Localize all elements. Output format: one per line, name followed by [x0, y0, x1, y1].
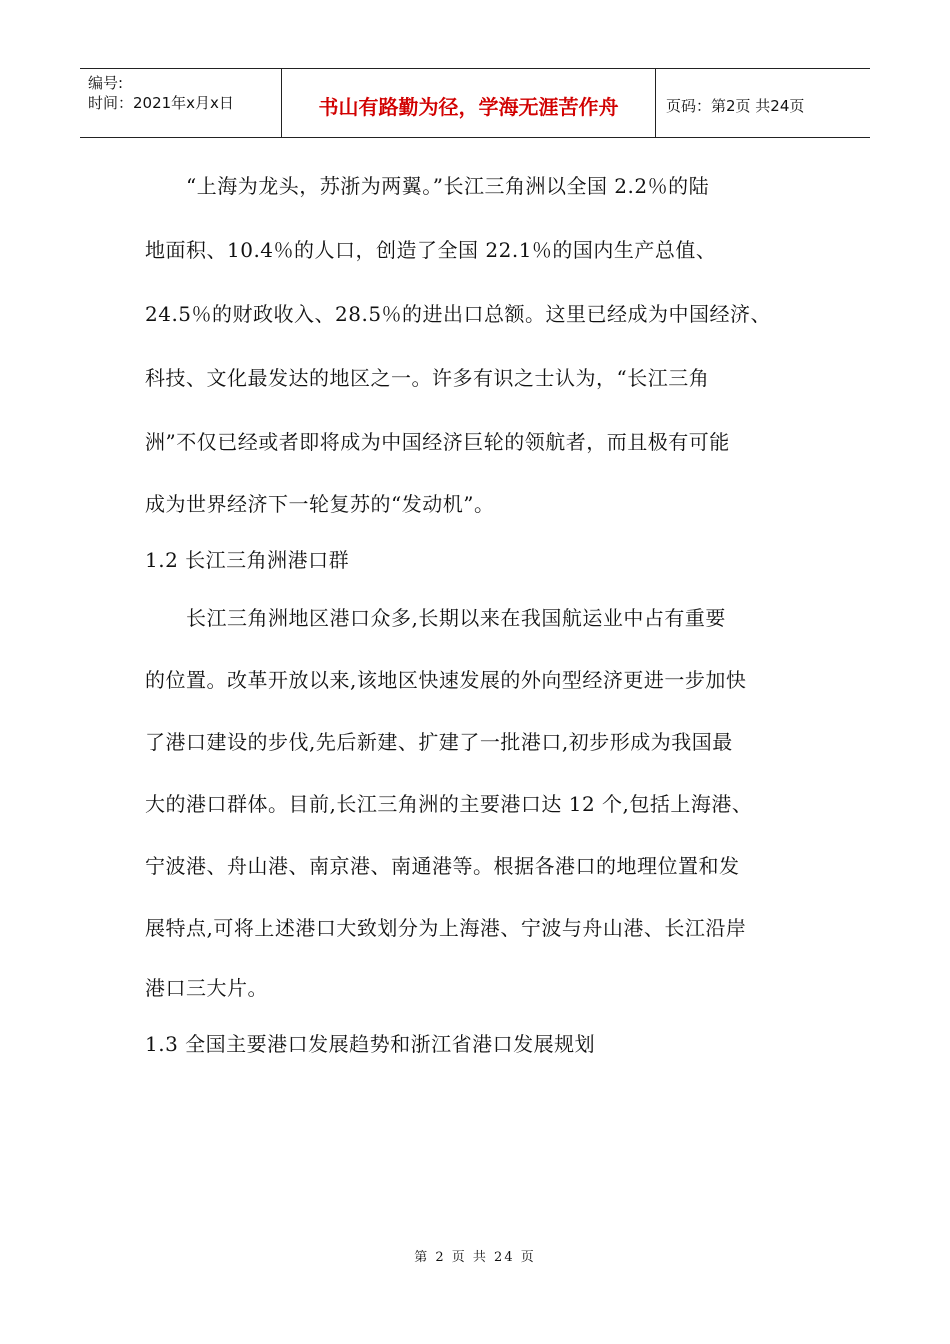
- paragraph-line: 展特点,可将上述港口大致划分为上海港、宁波与舟山港、长江沿岸: [145, 916, 747, 940]
- header-motto: 书山有路勤为径，学海无涯苦作舟: [282, 69, 656, 137]
- section-heading: 1.3 全国主要港口发展趋势和浙江省港口发展规划: [145, 1032, 596, 1056]
- paragraph-line: 港口三大片。: [145, 976, 268, 1000]
- paragraph-line: 长江三角洲地区港口众多,长期以来在我国航运业中占有重要: [145, 606, 726, 630]
- paragraph-line: 地面积、10.4％的人口，创造了全国 22.1％的国内生产总值、: [145, 238, 717, 262]
- header-page-info: 页码：第2页 共24页: [666, 96, 805, 115]
- paragraph-line: 洲”不仅已经或者即将成为中国经济巨轮的领航者，而且极有可能: [145, 430, 730, 454]
- document-body: [145, 158, 813, 1074]
- paragraph-line: 了港口建设的步伐,先后新建、扩建了一批港口,初步形成为我国最: [145, 730, 733, 754]
- paragraph-line: 宁波港、舟山港、南京港、南通港等。根据各港口的地理位置和发: [145, 854, 740, 878]
- doc-number-label: 编号:: [88, 74, 124, 92]
- paragraph-line: 的位置。改革开放以来,该地区快速发展的外向型经济更进一步加快: [145, 668, 747, 692]
- section-heading: 1.2 长江三角洲港口群: [145, 548, 350, 572]
- paragraph-line: 大的港口群体。目前,长江三角洲的主要港口达 12 个,包括上海港、: [145, 792, 753, 816]
- page-footer: 第 2 页 共 24 页: [414, 1250, 536, 1265]
- page-header: [80, 68, 870, 138]
- paragraph-line: 24.5％的财政收入、28.5％的进出口总额。这里已经成为中国经济、: [145, 302, 772, 326]
- doc-date-label: 时间：2021年x月x日: [88, 94, 234, 112]
- header-meta: [80, 69, 282, 137]
- paragraph-line: 科技、文化最发达的地区之一。许多有识之士认为，“长江三角: [145, 366, 710, 390]
- paragraph-line: 成为世界经济下一轮复苏的“发动机”。: [145, 492, 495, 516]
- paragraph-line: “上海为龙头，苏浙为两翼。”长江三角洲以全国 2.2％的陆: [145, 174, 710, 198]
